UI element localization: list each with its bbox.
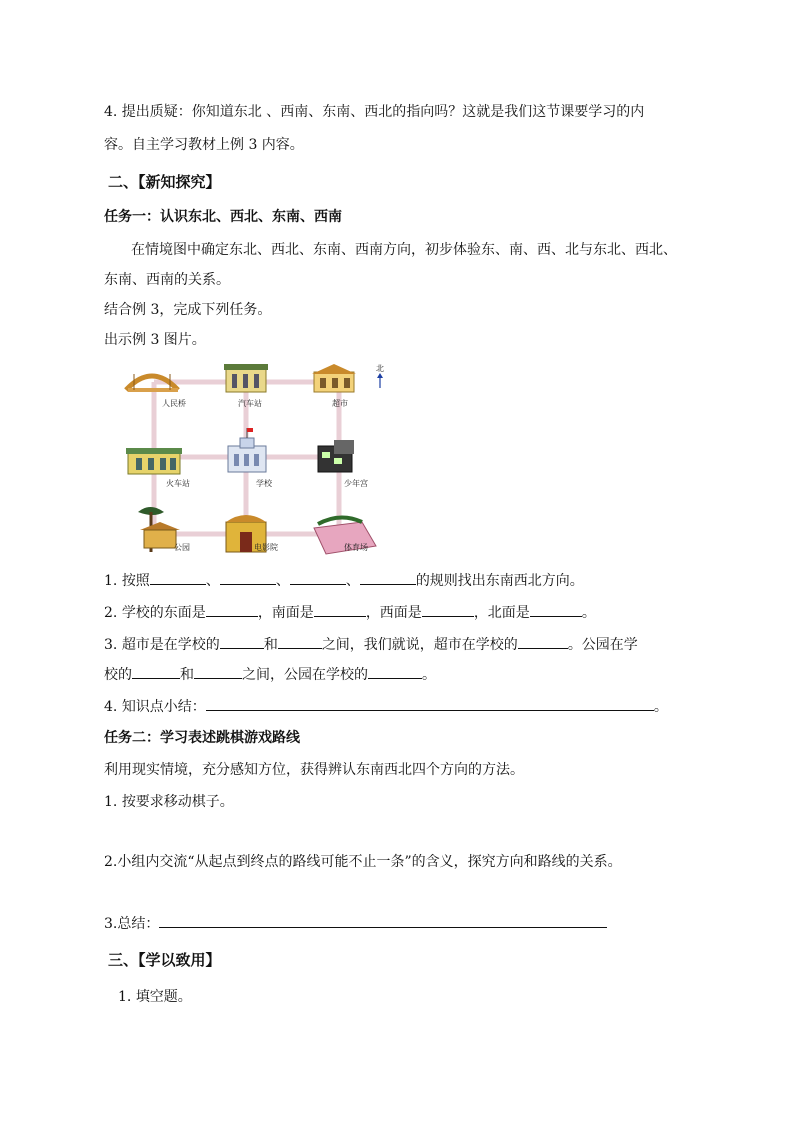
q2-blank-4[interactable] [530,602,582,617]
q2-text-a: 学校的东面是 [121,605,206,621]
q3-text-d: 。公园在学 [567,637,638,653]
q3-text-b: 和 [263,637,278,653]
north-arrow-icon [376,363,384,388]
north-label: 北 [376,364,384,373]
q2-text-e: 。 [581,605,596,621]
task1-question-1 [104,570,584,591]
q3-blank-2[interactable] [278,634,322,649]
q3-blank-4[interactable] [132,664,180,679]
task1-desc-line2: 东南、西南的关系。 [104,272,230,288]
q1-blank-4[interactable] [360,570,416,585]
task1-question-3-line1 [104,634,638,655]
q1-blank-2[interactable] [220,570,276,585]
task2-item-2: 2.小组内交流“从起点到终点的路线可能不止一条”的含义，探究方向和路线的关系。 [104,854,622,870]
bus-station-icon [224,364,268,392]
task2-item-3 [104,913,607,934]
section3-item1-text: 填空题。 [135,989,192,1005]
map-label-supermarket: 超市 [332,399,348,408]
map-label-train-station: 火车站 [166,479,190,488]
task1-title: 任务一：认识东北、西北、东南、西南 [104,209,342,225]
q2-number: 2. [104,605,118,621]
q4-text-end: 。 [653,699,668,715]
task1-combine: 结合例 3，完成下列任务。 [104,302,272,318]
q3-text-e: 校的 [104,667,132,683]
map-label-cinema: 电影院 [254,543,278,552]
task2-item1-text: 按要求移动棋子。 [121,794,234,810]
section2-heading: 二、【新知探究】 [108,173,221,191]
q3-text-g: 之间，公园在学校的 [242,667,368,683]
youth-palace-icon [318,440,354,472]
supermarket-icon [312,364,356,392]
q3-text-f: 和 [180,667,194,683]
q1-blank-1[interactable] [150,570,206,585]
q2-text-d: ，北面是 [473,605,530,621]
q2-text-b: ，南面是 [257,605,314,621]
q2-blank-1[interactable] [206,602,258,617]
map-label-school: 学校 [256,479,272,488]
q1-sep: 、 [205,573,220,589]
q3-text-c: 之间，我们就说，超市在学校的 [321,637,518,653]
q1-blank-3[interactable] [290,570,346,585]
map-label-stadium: 体育场 [344,543,368,552]
q3-text-a: 超市是在学校的 [121,637,220,653]
task1-desc-line1: 在情境图中确定东北、西北、东南、西南方向，初步体验东、南、西、北与东北、西北、 [131,242,677,258]
q3-blank-5[interactable] [194,664,242,679]
item4-line2: 容。自主学习教材上例 3 内容。 [104,137,304,153]
q3-blank-6[interactable] [368,664,422,679]
task2-title: 任务二：学习表述跳棋游戏路线 [104,730,300,746]
train-station-icon [126,448,182,474]
summary-blank[interactable] [159,913,607,928]
task1-question-3-line2 [104,664,436,685]
section3-item-1 [118,987,192,1007]
map-label-park: 公园 [174,543,190,552]
task2-desc: 利用现实情境，充分感知方位，获得辨认东南西北四个方向的方法。 [104,762,524,778]
q2-text-c: ，西面是 [365,605,422,621]
q1-number: 1. [104,573,118,589]
q2-blank-2[interactable] [314,602,366,617]
q2-blank-3[interactable] [422,602,474,617]
direction-map-illustration [114,362,384,556]
q3-text-h: 。 [422,667,436,683]
map-label-bus-station: 汽车站 [238,399,262,408]
item4-line1: 4. 提出质疑：你知道东北 、西南、东南、西北的指向吗？这就是我们这节课要学习的内 [104,104,645,120]
section3-heading: 三、【学以致用】 [108,951,221,969]
task1-question-2 [104,602,596,623]
q4-text-a: 知识点小结： [121,699,206,715]
map-label-bridge: 人民桥 [162,399,186,408]
q1-text-post: 的规则找出东南西北方向。 [415,573,584,589]
q1-sep: 、 [275,573,290,589]
task1-question-4 [104,696,668,717]
q4-number: 4. [104,699,118,715]
school-icon [228,428,266,472]
task1-show: 出示例 3 图片。 [104,332,206,348]
q3-blank-1[interactable] [220,634,264,649]
q3-blank-3[interactable] [518,634,568,649]
q1-sep: 、 [345,573,360,589]
task2-item1-number: 1. [104,794,118,810]
task2-item3-label: 3.总结： [104,916,160,932]
q3-number: 3. [104,637,118,653]
q1-text-pre: 按照 [121,573,150,589]
task2-item-1 [104,792,234,812]
map-label-youth-palace: 少年宫 [344,479,368,488]
section3-item1-number: 1. [118,989,132,1005]
q4-summary-blank[interactable] [206,696,654,711]
